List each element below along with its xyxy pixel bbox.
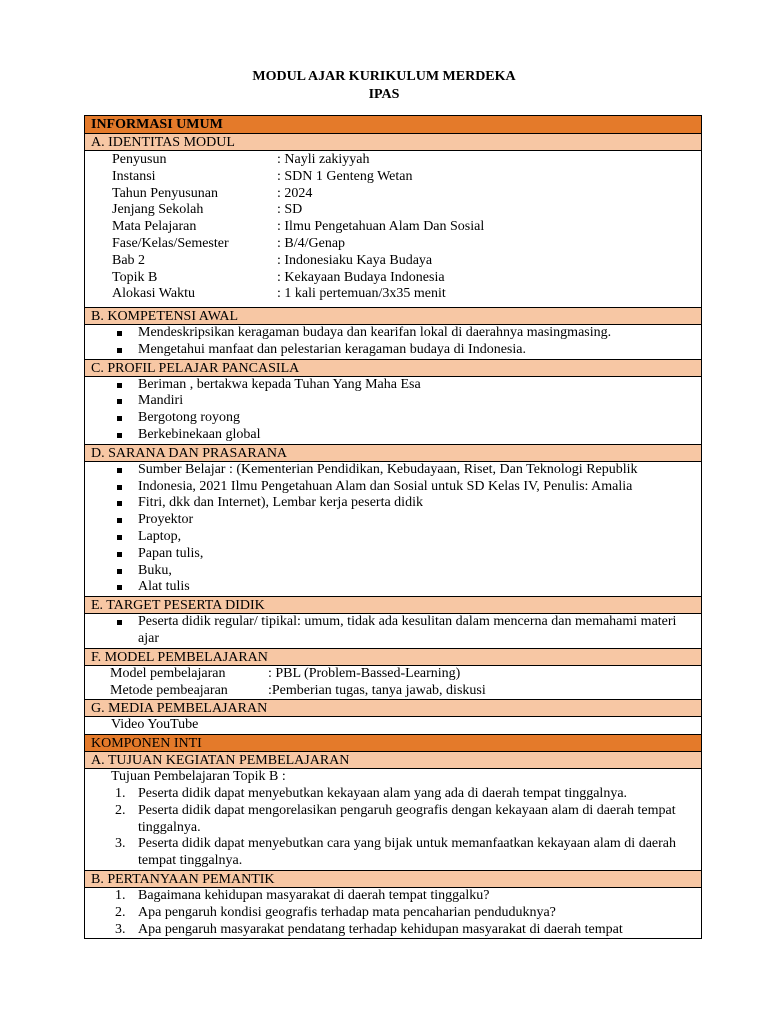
item-number: 3. xyxy=(115,836,126,852)
tujuan-block xyxy=(85,768,701,870)
item-text: Apa pengaruh masyarakat pendatang terhadap kehidupan masyarakat di daerah tempat xyxy=(138,921,623,937)
field-label: Tahun Penyusunan xyxy=(112,185,218,201)
item-text: Apa pengaruh kondisi geografis terhadap mata pencaharian penduduknya? xyxy=(138,904,556,920)
field-value: : PBL (Problem-Bassed-Learning) xyxy=(268,665,461,681)
profil-block xyxy=(85,376,701,444)
identitas-row xyxy=(85,219,701,236)
identitas-row xyxy=(85,236,701,253)
list-item: Sumber Belajar : (Kementerian Pendidikan, Kebudayaan, Riset, Dan Teknologi Republik xyxy=(85,462,701,479)
list-item: Buku, xyxy=(85,563,701,580)
kompetensi-block xyxy=(85,324,701,359)
module-table xyxy=(84,115,702,939)
list-item: Mengetahui manfaat dan pelestarian keragaman budaya di Indonesia. xyxy=(85,342,701,359)
list-item: Fitri, dkk dan Internet), Lembar kerja peserta didik xyxy=(85,495,701,512)
item-number: 1. xyxy=(115,785,126,801)
list-item xyxy=(85,888,701,905)
sarana-block xyxy=(85,461,701,596)
section-label-media: G. MEDIA PEMBELAJARAN xyxy=(85,699,701,716)
list-item: Laptop, xyxy=(85,529,701,546)
field-value: : SD xyxy=(277,202,303,218)
field-label: Bab 2 xyxy=(112,252,146,268)
list-item: Mandiri xyxy=(85,393,701,410)
section-label-model: F. MODEL PEMBELAJARAN xyxy=(85,648,701,665)
model-row xyxy=(85,683,701,700)
field-value: : B/4/Genap xyxy=(277,235,346,251)
item-number: 2. xyxy=(115,802,126,818)
list-item xyxy=(85,786,691,803)
list-item xyxy=(85,836,691,870)
field-label: Instansi xyxy=(112,168,156,184)
list-item: Bergotong royong xyxy=(85,410,701,427)
target-block xyxy=(85,613,701,648)
field-label: Penyusun xyxy=(112,152,167,167)
tujuan-intro: Tujuan Pembelajaran Topik B : xyxy=(111,769,286,785)
field-label: Mata Pelajaran xyxy=(112,219,197,235)
section-label-tujuan: A. TUJUAN KEGIATAN PEMBELAJARAN xyxy=(85,751,701,768)
list-item: Alat tulis xyxy=(85,579,701,596)
field-value: : SDN 1 Genteng Wetan xyxy=(277,168,413,184)
identitas-row xyxy=(85,169,701,186)
identitas-block xyxy=(85,150,701,307)
model-block xyxy=(85,665,701,700)
field-value: : 1 kali pertemuan/3x35 menit xyxy=(277,286,446,302)
field-label: Alokasi Waktu xyxy=(112,286,195,302)
section-label-pertanyaan: B. PERTANYAAN PEMANTIK xyxy=(85,870,701,887)
item-text: Peserta didik dapat menyebutkan cara yang bijak untuk memanfaatkan kekayaan alam di daerah tempat tinggalnya. xyxy=(138,836,677,869)
document-subtitle: IPAS xyxy=(368,87,400,102)
list-item: Berkebinekaan global xyxy=(85,427,701,444)
field-value: : Nayli zakiyyah xyxy=(277,152,370,167)
list-item xyxy=(85,905,701,922)
identitas-row xyxy=(85,152,701,169)
list-item: Papan tulis, xyxy=(85,546,701,563)
identitas-row xyxy=(85,270,701,287)
item-number: 2. xyxy=(115,904,126,920)
list-item: Indonesia, 2021 Ilmu Pengetahuan Alam dan Sosial untuk SD Kelas IV, Penulis: Amalia xyxy=(85,479,701,496)
list-item xyxy=(85,922,701,939)
section-label-target: E. TARGET PESERTA DIDIK xyxy=(85,596,701,613)
item-text: Peserta didik dapat menyebutkan kekayaan alam yang ada di daerah tempat tinggalnya. xyxy=(138,785,628,801)
identitas-row xyxy=(85,186,701,203)
section-label-profil: C. PROFIL PELAJAR PANCASILA xyxy=(85,359,701,376)
section-label-identitas: A. IDENTITAS MODUL xyxy=(85,133,701,150)
document-title: MODUL AJAR KURIKULUM MERDEKA xyxy=(252,69,516,84)
model-row xyxy=(85,666,701,683)
field-label: Topik B xyxy=(112,269,158,285)
section-header-informasi-umum: INFORMASI UMUM xyxy=(85,116,701,133)
list-item: Peserta didik regular/ tipikal: umum, tidak ada kesulitan dalam mencerna dan memahami materi ajar xyxy=(85,614,693,648)
field-label: Metode pembeajaran xyxy=(110,682,228,698)
field-value: :Pemberian tugas, tanya jawab, diskusi xyxy=(268,682,486,698)
list-item: Beriman , bertakwa kepada Tuhan Yang Maha Esa xyxy=(85,377,701,394)
media-text: Video YouTube xyxy=(85,716,701,734)
field-label: Model pembelajaran xyxy=(110,665,226,681)
item-number: 1. xyxy=(115,887,126,903)
field-value: : Ilmu Pengetahuan Alam Dan Sosial xyxy=(277,219,485,235)
identitas-row xyxy=(85,202,701,219)
item-text: Bagaimana kehidupan masyarakat di daerah tempat tinggalku? xyxy=(138,887,490,903)
identitas-row xyxy=(85,253,701,270)
section-header-komponen-inti: KOMPONEN INTI xyxy=(85,734,701,751)
list-item: Mendeskripsikan keragaman budaya dan kearifan lokal di daerahnya masingmasing. xyxy=(85,325,701,342)
field-value: : Indonesiaku Kaya Budaya xyxy=(277,252,433,268)
field-value: : 2024 xyxy=(277,185,313,201)
field-label: Jenjang Sekolah xyxy=(112,202,204,218)
section-label-kompetensi: B. KOMPETENSI AWAL xyxy=(85,307,701,324)
list-item xyxy=(85,803,691,837)
field-label: Fase/Kelas/Semester xyxy=(112,235,229,251)
list-item: Proyektor xyxy=(85,512,701,529)
item-number: 3. xyxy=(115,921,126,937)
field-value: : Kekayaan Budaya Indonesia xyxy=(277,269,445,285)
item-text: Peserta didik dapat mengorelasikan pengaruh geografis dengan kekayaan alam di daerah tempat tinggalnya. xyxy=(138,802,676,835)
pertanyaan-block xyxy=(85,887,701,938)
identitas-row xyxy=(85,286,701,303)
section-label-sarana: D. SARANA DAN PRASARANA xyxy=(85,444,701,461)
